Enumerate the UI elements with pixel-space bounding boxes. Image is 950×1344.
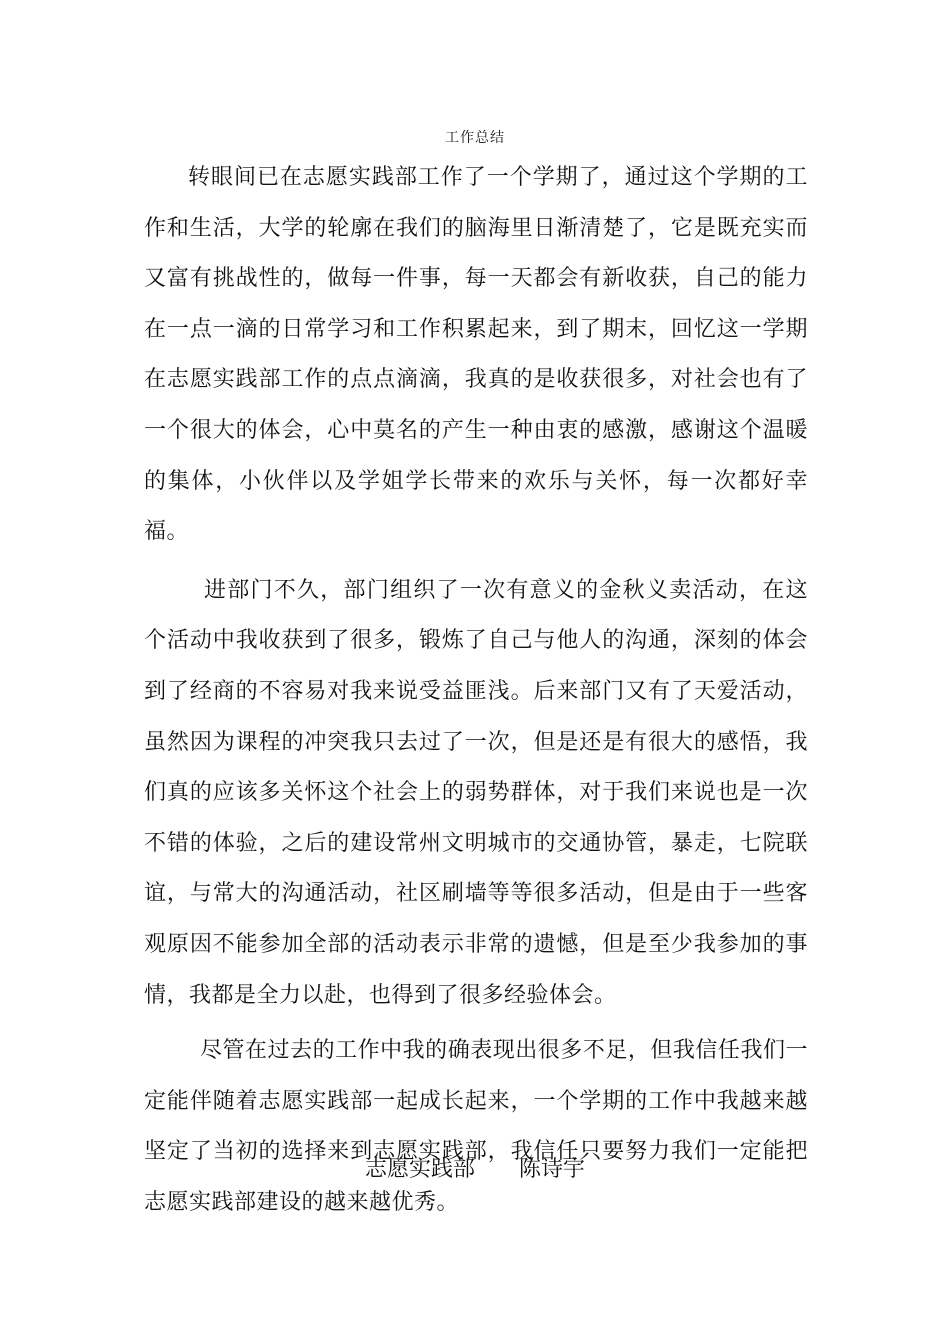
paragraph-1: 转眼间已在志愿实践部工作了一个学期了，通过这个学期的工作和生活，大学的轮廓在我们的脑海里日渐清楚了，它是既充实而又富有挑战性的，做每一件事，每一天都会有新收获，自己的能力在一点一滴的日常学习和工作积累起来，到了期末，回忆这一学期在志愿实践部工作的点点滴滴，我真的是收获很多，对社会也有了一个很大的体会，心中莫名的产生一种由衷的感激，感谢这个温暖的集体，小伙伴以及学姐学长带来的欢乐与关怀，每一次都好幸福。 — [144, 165, 808, 545]
paragraph-2: 进部门不久，部门组织了一次有意义的金秋义卖活动，在这个活动中我收获到了很多，锻炼了自己与他人的沟通，深刻的体会到了经商的不容易对我来说受益匪浅。后来部门又有了天爱活动，虽然因为课程的冲突我只去过了一次，但是还是有很大的感悟，我们真的应该多关怀这个社会上的弱势群体，对于我们来说也是一次不错的体验，之后的建设常州文明城市的交通协管，暴走，七院联谊，与常大的沟通活动，社区刷墙等等很多活动，但是由于一些客观原因不能参加全部的活动表示非常的遗憾，但是至少我参加的事情，我都是全力以赴，也得到了很多经验体会。 — [144, 577, 808, 1008]
paragraph-3: 尽管在过去的工作中我的确表现出很多不足，但我信任我们一定能伴随着志愿实践部一起成长起来，一个学期的工作中我越来越坚定了当初的选择来到志愿实践部，我信任只要努力我们一定能把志愿实践部建设的越来越优秀。 — [144, 1038, 808, 1215]
signature-line — [0, 1152, 950, 1188]
signature-author: 陈诗宇 — [519, 1157, 586, 1182]
document-body — [144, 153, 808, 1228]
document-title: 工作总结 — [445, 130, 505, 146]
signature-department: 志愿实践部 — [364, 1157, 475, 1182]
